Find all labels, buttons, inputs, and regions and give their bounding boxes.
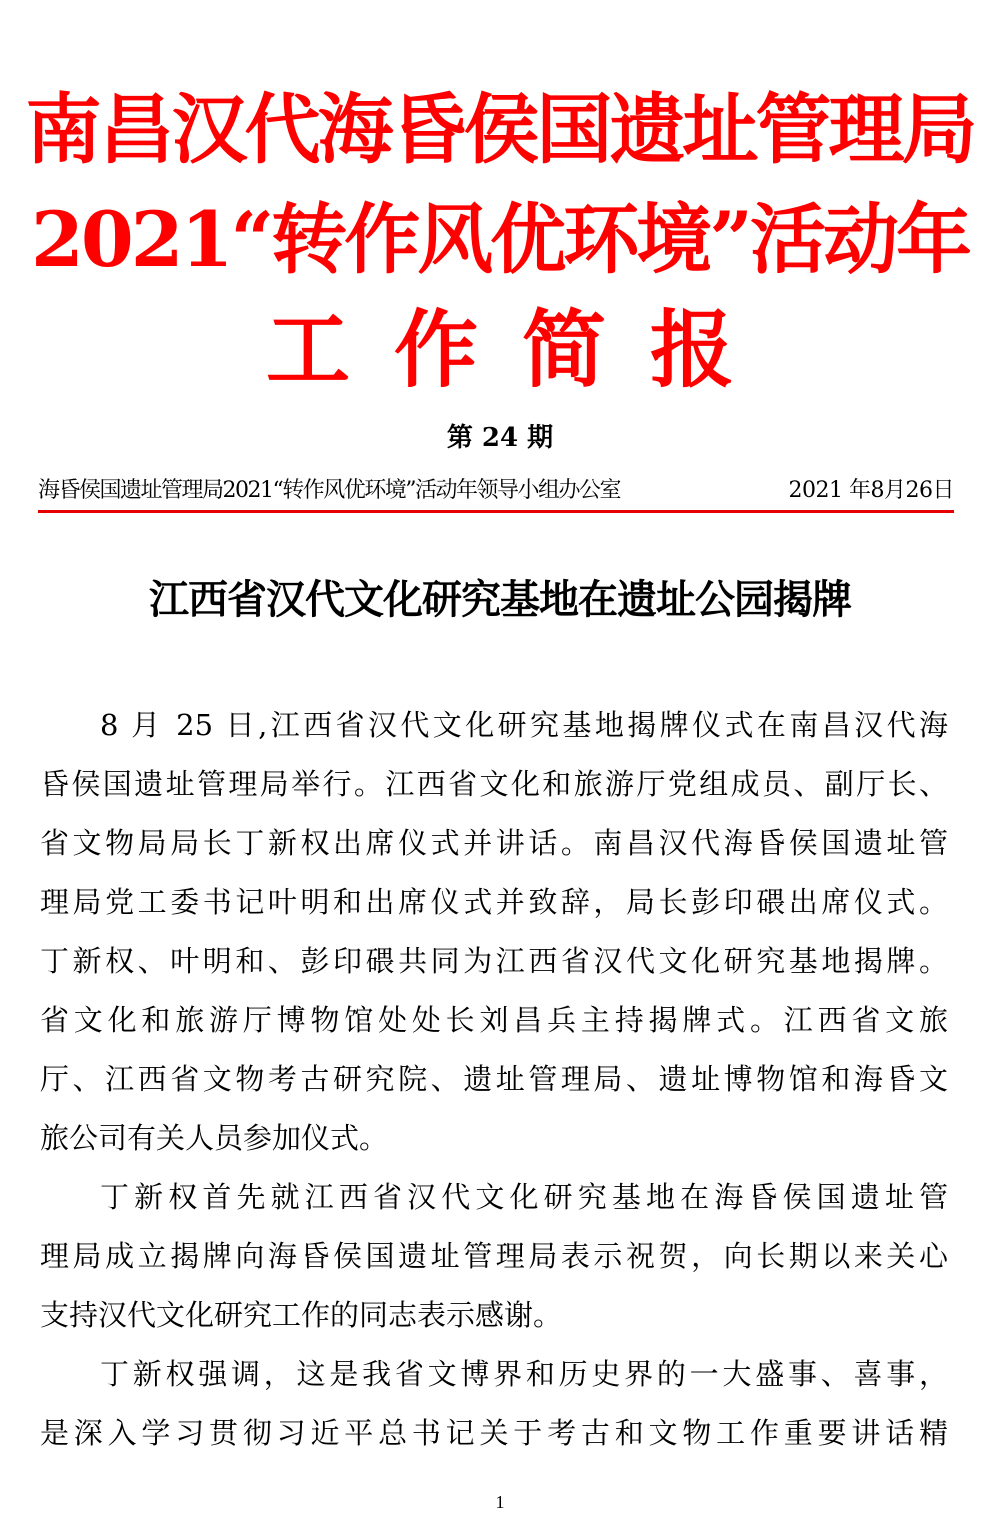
body-line: 支持汉代文化研究工作的同志表示感谢。 (40, 1298, 563, 1332)
issuer-row (38, 474, 954, 508)
masthead-line-2: 2021“转作风优环境”活动年 (31, 195, 969, 284)
body-line: 理局成立揭牌向海昏侯国遗址管理局表示祝贺，向长期以来关心 (40, 1239, 948, 1273)
body-line: 厅、江西省文物考古研究院、遗址管理局、遗址博物馆和海昏文 (40, 1062, 948, 1096)
article-title: 江西省汉代文化研究基地在遗址公园揭牌 (149, 576, 851, 623)
issue-date: 2021 年8月26日 (788, 478, 954, 503)
body-line: 8 月 25 日,江西省汉代文化研究基地揭牌仪式在南昌汉代海 (100, 708, 948, 742)
article-body (40, 696, 948, 1463)
paragraph-1 (40, 696, 948, 1168)
masthead-line-1: 南昌汉代海昏侯国遗址管理局 (25, 85, 975, 174)
paragraph-3 (40, 1345, 948, 1463)
masthead-line-3: 工作简报 (265, 300, 778, 399)
body-line: 省文物局局长丁新权出席仪式并讲话。南昌汉代海昏侯国遗址管 (40, 826, 948, 860)
paragraph-2 (40, 1168, 948, 1345)
body-line: 丁新权强调，这是我省文博界和历史界的一大盛事、喜事， (100, 1357, 948, 1391)
body-line: 旅公司有关人员参加仪式。 (40, 1121, 389, 1155)
issuer-office: 海昏侯国遗址管理局2021“转作风优环境”活动年领导小组办公室 (38, 478, 620, 503)
body-line: 是深入学习贯彻习近平总书记关于考古和文物工作重要讲话精 (40, 1416, 948, 1450)
body-line: 丁新权首先就江西省汉代文化研究基地在海昏侯国遗址管 (100, 1180, 948, 1214)
body-line: 省文化和旅游厅博物馆处处长刘昌兵主持揭牌式。江西省文旅 (40, 1003, 948, 1037)
red-divider-rule (38, 510, 954, 513)
issue-number: 第 24 期 (446, 423, 554, 453)
body-line: 丁新权、叶明和、彭印碨共同为江西省汉代文化研究基地揭牌。 (40, 944, 948, 978)
page-number: 1 (495, 1492, 505, 1512)
body-line: 昏侯国遗址管理局举行。江西省文化和旅游厅党组成员、副厅长、 (40, 767, 948, 801)
body-line: 理局党工委书记叶明和出席仪式并致辞，局长彭印碨出席仪式。 (40, 885, 948, 919)
